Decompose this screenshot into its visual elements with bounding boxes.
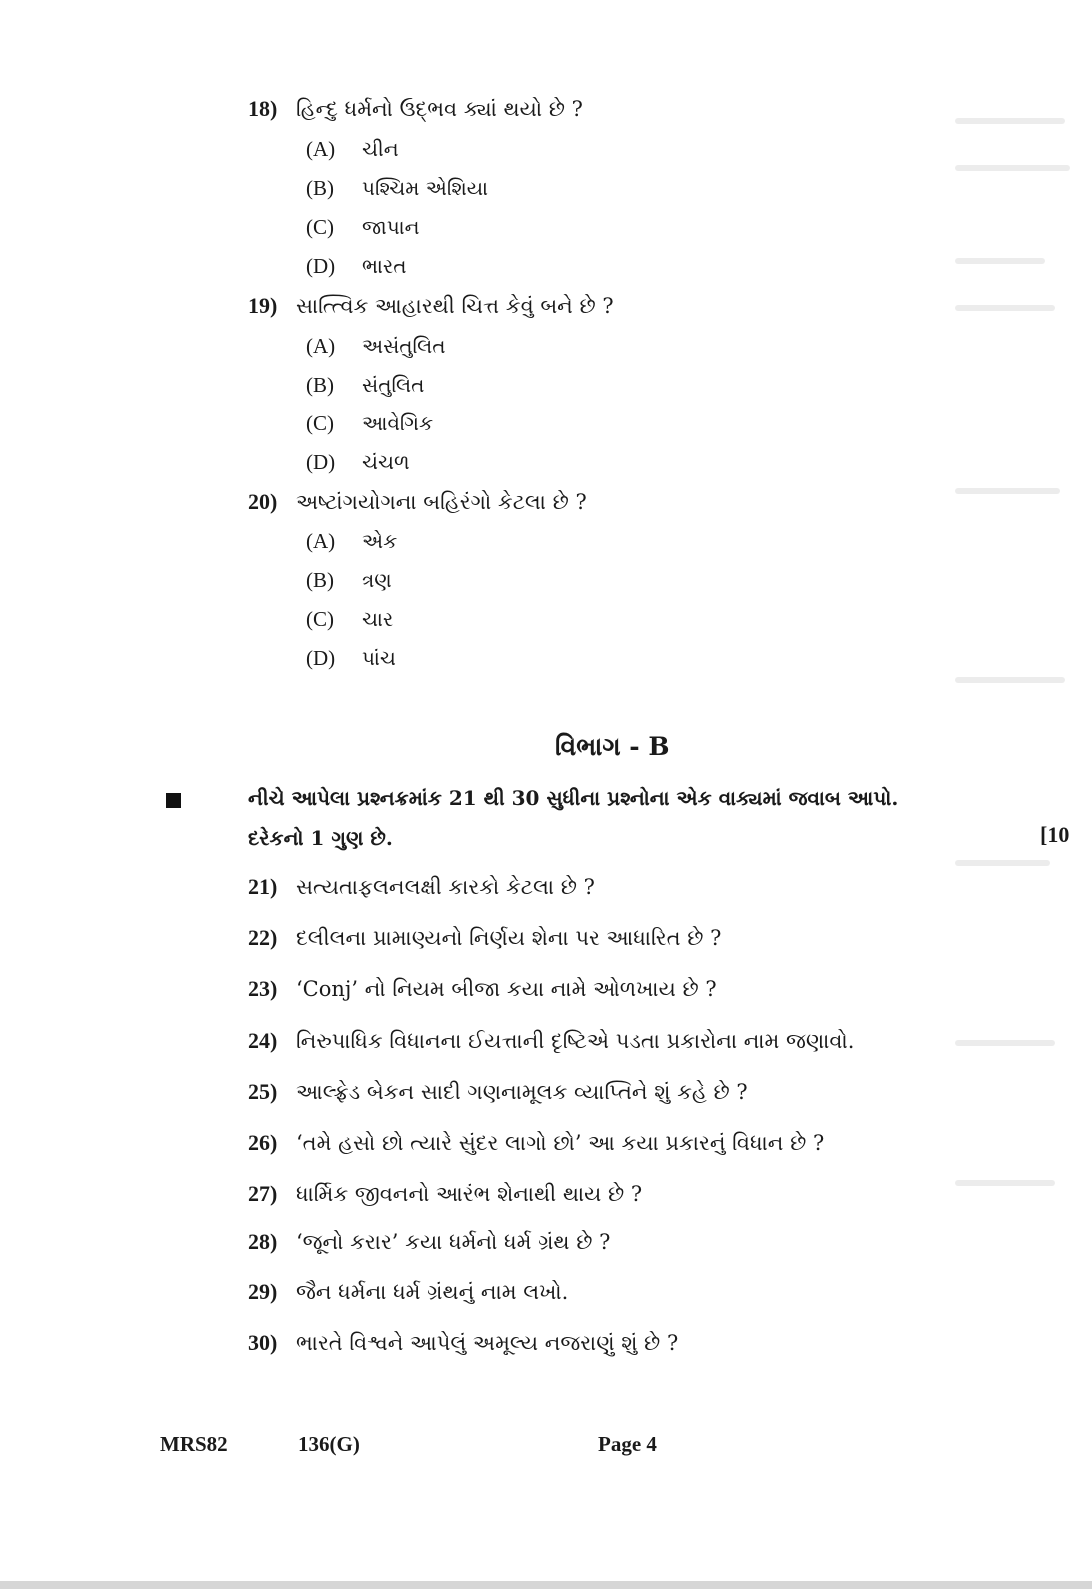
- option-letter: (C): [306, 607, 334, 631]
- option-18-b: [306, 176, 488, 201]
- option-text: જાપાન: [362, 215, 420, 239]
- question-20: [248, 489, 587, 515]
- question-19: [248, 293, 614, 319]
- footer-paper-number: 136(G): [298, 1432, 360, 1456]
- question-text: ‘Conj’ નો નિયમ બીજા કયા નામે ઓળખાય છે ?: [296, 977, 717, 1001]
- option-text: ત્રણ: [362, 568, 392, 592]
- question-text: આલ્ફ્રેડ બેકન સાદી ગણનામૂલક વ્યાપ્તિને શું કહે છે ?: [296, 1080, 748, 1104]
- option-text: આવેગિક: [362, 411, 434, 435]
- option-text: ચીન: [362, 137, 399, 161]
- question-text: ભારતે વિશ્વને આપેલું અમૂલ્ય નજરાણું શું છે ?: [296, 1331, 679, 1355]
- bleed-through-mark: [955, 305, 1055, 311]
- bleed-through-mark: [955, 488, 1060, 494]
- question-27: [248, 1181, 642, 1207]
- option-letter: (B): [306, 568, 334, 592]
- option-text: પાંચ: [362, 646, 396, 670]
- question-number: 25): [248, 1079, 278, 1104]
- question-text: નિરુપાધિક વિધાનના ઈયત્તાની દૃષ્ટિએ પડતા પ્રકારોના નામ જણાવો.: [296, 1029, 855, 1053]
- bleed-through-mark: [955, 860, 1050, 866]
- option-19-d: [306, 450, 410, 475]
- question-26: [248, 1130, 824, 1156]
- question-text: હિન્દુ ધર્મનો ઉદ્‌ભવ ક્યાં થયો છે ?: [296, 97, 583, 121]
- option-letter: (B): [306, 176, 334, 200]
- option-20-d: [306, 646, 396, 671]
- option-letter: (D): [306, 450, 336, 474]
- option-18-a: [306, 137, 399, 162]
- option-19-c: [306, 411, 433, 436]
- option-text: ચાર: [362, 607, 394, 631]
- question-text: સાત્ત્વિક આહારથી ચિત્ત કેવું બને છે ?: [296, 294, 614, 318]
- question-number: 26): [248, 1130, 278, 1155]
- option-20-a: [306, 529, 397, 554]
- option-text: એક: [362, 529, 398, 553]
- option-letter: (D): [306, 646, 336, 670]
- option-text: સંતુલિત: [362, 373, 425, 397]
- option-text: અસંતુલિત: [362, 334, 446, 358]
- question-number: 20): [248, 489, 278, 514]
- question-number: 23): [248, 976, 278, 1001]
- bleed-through-mark: [955, 118, 1065, 124]
- option-letter: (C): [306, 215, 334, 239]
- question-21: [248, 874, 595, 900]
- bleed-through-mark: [955, 1180, 1055, 1186]
- question-number: 30): [248, 1330, 278, 1355]
- option-letter: (B): [306, 373, 334, 397]
- question-text: ‘તમે હસો છો ત્યારે સુંદર લાગો છો’ આ કયા પ્રકારનું વિધાન છે ?: [296, 1131, 825, 1155]
- question-number: 21): [248, 874, 278, 899]
- bleed-through-mark: [955, 677, 1065, 683]
- option-letter: (A): [306, 529, 336, 553]
- instruction-line-2: દરેકનો 1 ગુણ છે.: [248, 826, 393, 850]
- question-text: ‘જૂનો કરાર’ કયા ધર્મનો ધર્મ ગ્રંથ છે ?: [296, 1230, 611, 1254]
- question-29: [248, 1279, 568, 1305]
- question-22: [248, 925, 721, 951]
- question-23: [248, 976, 717, 1002]
- option-20-c: [306, 607, 393, 632]
- bleed-through-mark: [955, 165, 1070, 171]
- question-text: સત્યતાફલનલક્ષી કારકો કેટલા છે ?: [296, 875, 595, 899]
- section-title: વિભાગ - B: [555, 732, 670, 761]
- question-24: [248, 1028, 854, 1054]
- scan-bottom-edge: [0, 1581, 1092, 1589]
- question-18: [248, 96, 583, 122]
- question-number: 18): [248, 96, 278, 121]
- option-letter: (C): [306, 411, 334, 435]
- instruction-line-1: નીચે આપેલા પ્રશ્નક્રમાંક 21 થી 30 સુધીના પ્રશ્નોના એક વાક્યમાં જવાબ આપો.: [248, 786, 899, 810]
- option-text: ચંચળ: [362, 450, 410, 474]
- question-number: 22): [248, 925, 278, 950]
- question-number: 19): [248, 293, 278, 318]
- question-number: 27): [248, 1181, 278, 1206]
- question-number: 24): [248, 1028, 278, 1053]
- option-18-d: [306, 254, 407, 279]
- option-letter: (A): [306, 334, 336, 358]
- bleed-through-mark: [955, 1040, 1055, 1046]
- bleed-through-mark: [955, 258, 1045, 264]
- option-19-b: [306, 373, 424, 398]
- question-text: જૈન ધર્મના ધર્મ ગ્રંથનું નામ લખો.: [296, 1280, 569, 1304]
- footer-code: MRS82: [160, 1432, 228, 1456]
- question-text: અષ્ટાંગયોગના બહિરંગો કેટલા છે ?: [296, 490, 587, 514]
- option-letter: (D): [306, 254, 336, 278]
- option-19-a: [306, 334, 445, 359]
- question-number: 29): [248, 1279, 278, 1304]
- footer-page-number: Page 4: [598, 1432, 657, 1456]
- question-30: [248, 1330, 678, 1356]
- question-text: ધાર્મિક જીવનનો આરંભ શેનાથી થાય છે ?: [296, 1182, 643, 1206]
- option-text: ભારત: [362, 254, 407, 278]
- option-letter: (A): [306, 137, 336, 161]
- section-marks: [10: [1040, 822, 1070, 847]
- question-25: [248, 1079, 748, 1105]
- question-number: 28): [248, 1229, 278, 1254]
- option-20-b: [306, 568, 392, 593]
- option-18-c: [306, 215, 420, 240]
- question-28: [248, 1229, 610, 1255]
- square-bullet-icon: [166, 793, 181, 808]
- question-text: દલીલના પ્રામાણ્યનો નિર્ણય શેના પર આધારિત છે ?: [296, 926, 722, 950]
- option-text: પશ્ચિમ એશિયા: [362, 176, 489, 200]
